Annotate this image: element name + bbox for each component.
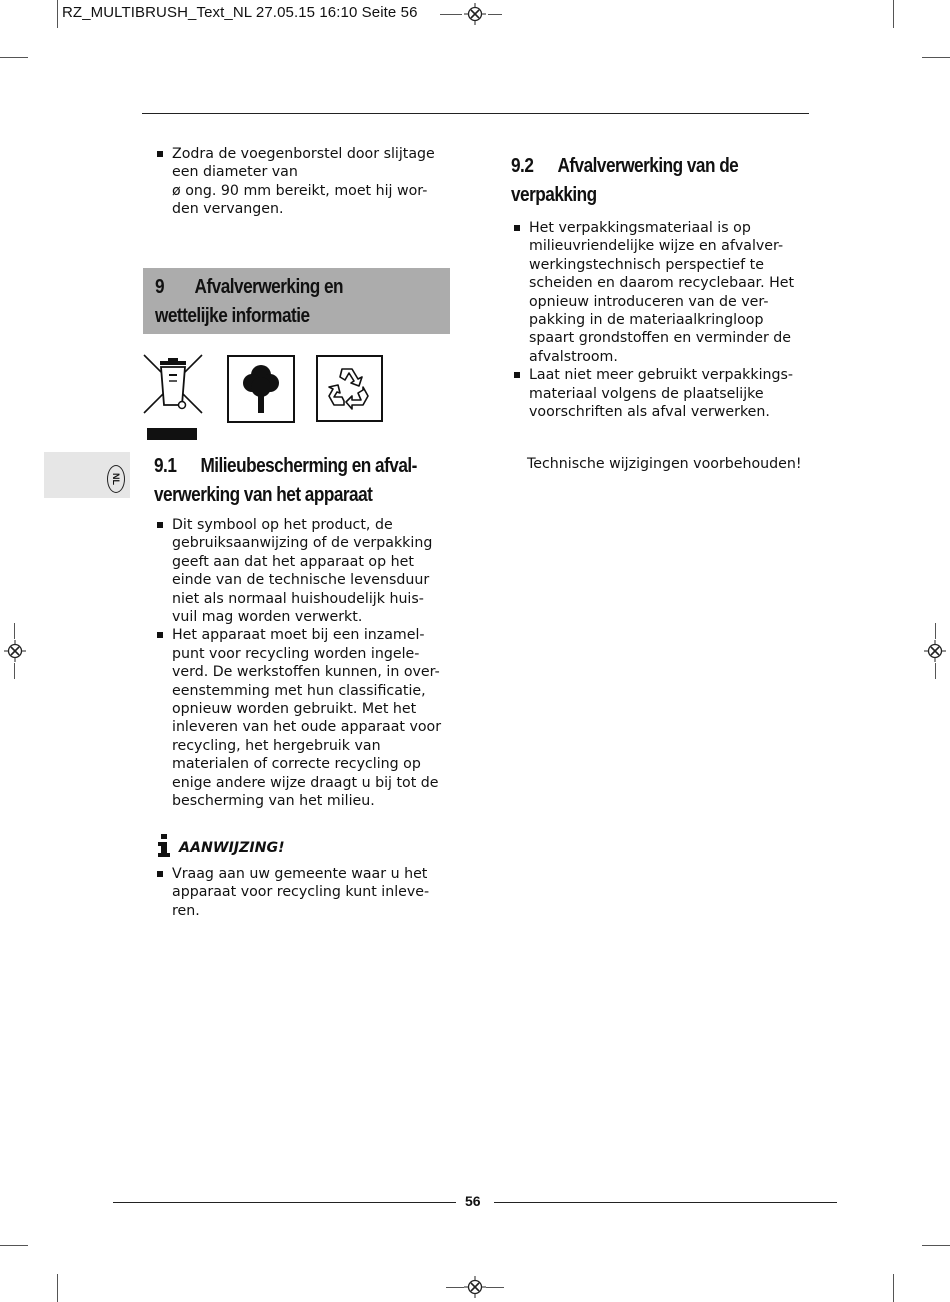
section-title-line-2: verwerking van het apparaat xyxy=(154,484,373,506)
list-item: Het verpakkingsmateriaal is op milieuvriendelijke wijze en afvalver-werkingstechnisch perspectief te scheiden en daarom recyclebaar. Het opnieuw introduceren van de ver-pakking in de materiaalkringloop spaart grondstoffen en verminder de afvalstroom. xyxy=(513,219,803,366)
intro-line-1: Zodra de voegenborstel door slijtage een diameter van xyxy=(172,146,435,181)
note-title: AANWIJZING! xyxy=(179,840,285,856)
section-title-line-1: Afvalverwerking van de xyxy=(557,155,739,177)
crossed-out-wheelie-bin-icon xyxy=(142,353,204,443)
section-9-title xyxy=(155,273,343,331)
registration-line xyxy=(14,623,15,639)
language-side-tab xyxy=(44,452,130,498)
closing-remark: Technische wijzigingen voorbehouden! xyxy=(527,456,802,472)
list-item: Vraag aan uw gemeente waar u het apparaat voor recycling kunt inleve-ren. xyxy=(156,865,446,920)
info-icon xyxy=(156,834,172,858)
language-badge xyxy=(107,465,125,493)
section-title-line-1: Milieubescherming en afval- xyxy=(200,455,417,477)
section-9-2-title xyxy=(511,152,738,210)
registration-line xyxy=(440,14,462,15)
crop-mark xyxy=(922,1245,950,1246)
section-number: 9 xyxy=(155,276,165,298)
crop-mark xyxy=(922,57,950,58)
section-title-line-2: verpakking xyxy=(511,184,597,206)
footer-rule-left xyxy=(113,1202,456,1203)
note-bullet-list xyxy=(156,865,446,920)
registration-mark-icon xyxy=(464,1276,486,1298)
section-title-line-1: Afvalverwerking en xyxy=(194,276,344,298)
section-number: 9.1 xyxy=(154,455,177,477)
registration-mark-icon xyxy=(464,3,486,25)
language-code: NL xyxy=(111,473,121,485)
list-item xyxy=(156,145,446,219)
tree-icon xyxy=(227,355,295,423)
crop-mark xyxy=(57,0,58,28)
section-9-2-body xyxy=(513,219,803,421)
footer-rule-right xyxy=(494,1202,837,1203)
print-slug: RZ_MULTIBRUSH_Text_NL 27.05.15 16:10 Seite 56 xyxy=(62,4,418,21)
registration-mark-icon xyxy=(924,640,946,662)
section-9-1-title xyxy=(154,452,417,510)
registration-line xyxy=(935,623,936,639)
recycling-icon xyxy=(316,355,383,422)
crop-mark xyxy=(0,1245,28,1246)
section-9-1-body xyxy=(156,516,446,811)
registration-line xyxy=(446,1287,464,1288)
intro-line-2: ø ong. 90 mm bereikt, moet hij wor-den vervangen. xyxy=(172,182,428,218)
intro-bullet-list xyxy=(156,145,446,219)
bullet-list xyxy=(513,219,803,421)
page-number: 56 xyxy=(465,1193,481,1209)
registration-line xyxy=(486,1287,504,1288)
crop-mark xyxy=(57,1274,58,1302)
section-number: 9.2 xyxy=(511,155,534,177)
crop-mark xyxy=(893,1274,894,1302)
intro-text xyxy=(156,145,446,219)
section-9-heading xyxy=(143,268,450,334)
registration-line xyxy=(488,14,502,15)
list-item: Het apparaat moet bij een inzamel-punt voor recycling worden ingele-verd. De werkstoffen kunnen, in over-eenstemming met hun classificatie, opnieuw worden gebruikt. Met het inleveren van het oude apparaat voor recycling, het hergebruik van materialen of correcte recycling op enige andere wijze draagt u bij tot de bescherming van het milieu. xyxy=(156,626,446,810)
note-body xyxy=(156,865,446,920)
bullet-list xyxy=(156,516,446,811)
top-rule xyxy=(142,113,809,114)
section-title-line-2: wettelijke informatie xyxy=(155,305,310,327)
registration-mark-icon xyxy=(4,640,26,662)
list-item: Dit symbool op het product, de gebruiksaanwijzing of de verpakking geeft aan dat het apparaat op het einde van de technische levensduur niet als normaal huishoudelijk huis-vuil mag worden verwerkt. xyxy=(156,516,446,626)
crop-mark xyxy=(0,57,28,58)
registration-line xyxy=(14,663,15,679)
crop-mark xyxy=(893,0,894,28)
registration-line xyxy=(935,663,936,679)
list-item: Laat niet meer gebruikt verpakkings-materiaal volgens de plaatselijke voorschriften als afval verwerken. xyxy=(513,366,803,421)
